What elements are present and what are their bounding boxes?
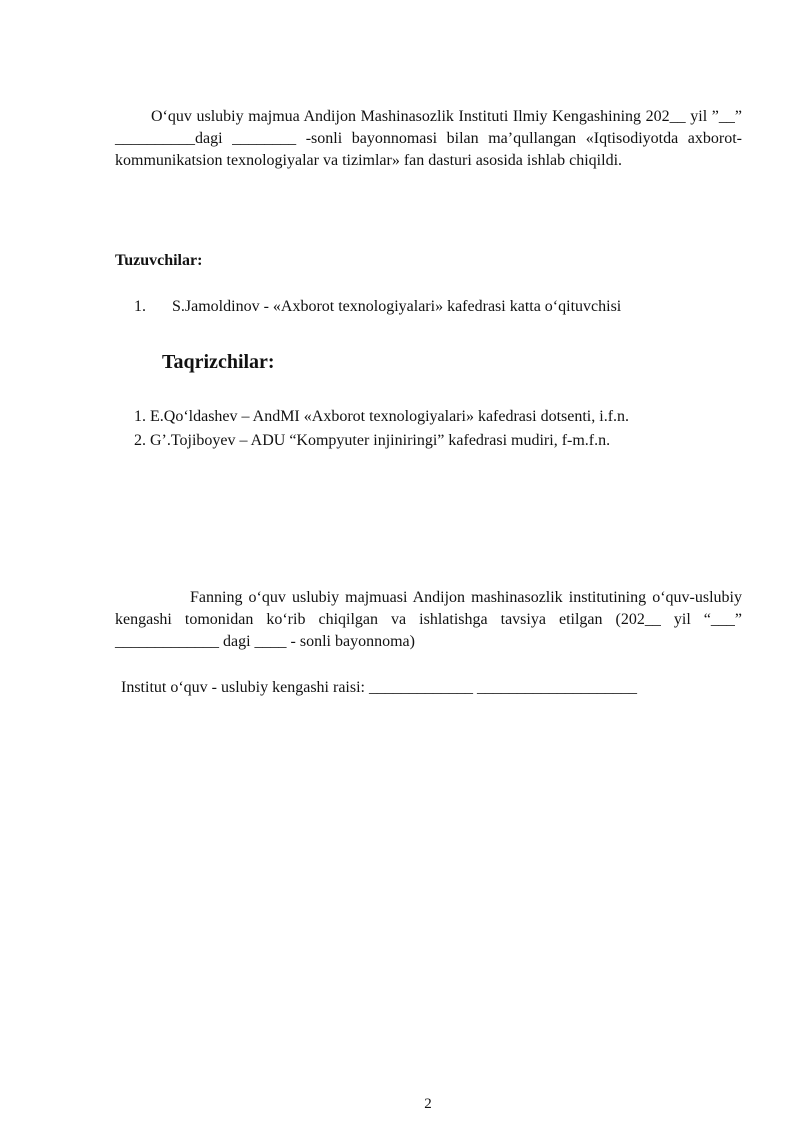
compiler-item-number: 1.: [134, 298, 146, 315]
intro-paragraph: O‘quv uslubiy majmua Andijon Mashinasozlik Instituti Ilmiy Kengashining 202__ yil ”__” __________dagi ________ -sonli bayonnomasi bilan ma’qullangan «Iqtisodiyotda axborot-kommunikatsion texnologiyalar va tizimlar» fan dasturi asosida ishlab chiqildi.: [115, 108, 742, 169]
compilers-heading: Tuzuvchilar:: [115, 252, 203, 269]
reviewers-heading: Taqrizchilar:: [162, 351, 275, 373]
compiler-item-text: S.Jamoldinov - «Axborot texnologiyalari» kafedrasi katta o‘qituvchisi: [172, 298, 622, 315]
reviewer-item-1: 1. E.Qo‘ldashev – AndMI «Axborot texnologiyalari» kafedrasi dotsenti, i.f.n.: [134, 408, 630, 425]
page-number: 2: [424, 1096, 432, 1112]
reviewer-item-2: 2. G’.Tojiboyev – ADU “Kompyuter injiniringi” kafedrasi mudiri, f-m.f.n.: [134, 432, 611, 449]
approval-paragraph: Fanning o‘quv uslubiy majmuasi Andijon mashinasozlik institutining o‘quv-uslubiy kengashi tomonidan ko‘rib chiqilgan va ishlatishga tavsiya etilgan (202__ yil “___” _____________ dagi ____ - sonli bayonnoma): [115, 589, 742, 650]
chairman-signature-line: Institut o‘quv - uslubiy kengashi raisi: _____________ ____________________: [121, 679, 637, 696]
